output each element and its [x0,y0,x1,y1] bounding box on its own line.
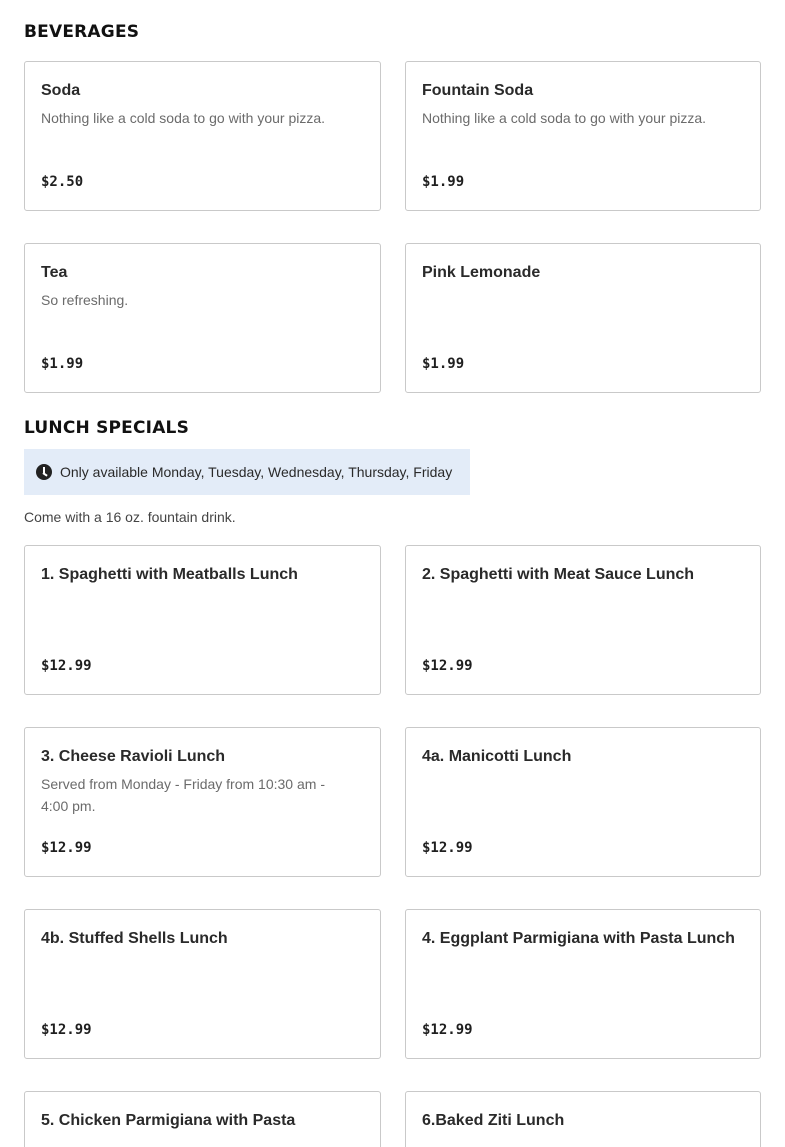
item-price: $12.99 [41,1022,92,1038]
item-name: 5. Chicken Parmigiana with Pasta [41,1112,296,1129]
beverages-grid [24,61,761,393]
item-price: $12.99 [41,658,92,674]
item-description: So refreshing. [41,292,129,308]
item-name: Soda [41,82,81,99]
menu-item-card[interactable] [24,61,381,211]
item-name: 3. Cheese Ravioli Lunch [41,748,226,765]
menu-item-card[interactable] [405,61,761,211]
item-name: Tea [41,264,68,281]
item-name: Pink Lemonade [422,264,541,281]
item-price: $1.99 [422,356,465,372]
item-price: $2.50 [41,174,84,190]
item-name: 4b. Stuffed Shells Lunch [41,930,228,947]
item-name: 6.Baked Ziti Lunch [422,1112,565,1129]
item-price: $12.99 [41,840,92,856]
item-price: $12.99 [422,658,473,674]
section-title-beverages: BEVERAGES [24,22,140,42]
item-price: $12.99 [422,840,473,856]
menu-item-card[interactable] [24,727,381,877]
menu-item-card[interactable] [405,909,761,1059]
item-name: Fountain Soda [422,82,534,99]
menu-item-card[interactable] [405,727,761,877]
section-note: Come with a 16 oz. fountain drink. [24,509,236,525]
item-name: 4a. Manicotti Lunch [422,748,572,765]
menu-item-card[interactable] [24,909,381,1059]
item-price: $1.99 [422,174,465,190]
menu-item-card[interactable] [405,545,761,695]
availability-banner [24,449,470,495]
menu-item-card[interactable] [405,243,761,393]
menu-item-card[interactable] [405,1091,761,1147]
item-name: 1. Spaghetti with Meatballs Lunch [41,566,298,583]
menu-item-card[interactable] [24,545,381,695]
item-name: 4. Eggplant Parmigiana with Pasta Lunch [422,930,735,947]
availability-text: Only available Monday, Tuesday, Wednesday, Thursday, Friday [60,464,453,480]
section-title-lunch-specials: LUNCH SPECIALS [24,418,190,438]
menu-item-card[interactable] [24,243,381,393]
item-description: Nothing like a cold soda to go with your pizza. [422,110,707,126]
item-description: Served from Monday - Friday from 10:30 am - 4:00 pm. [41,776,325,814]
item-price: $12.99 [422,1022,473,1038]
clock-icon [36,464,52,480]
item-description: Nothing like a cold soda to go with your pizza. [41,110,326,126]
lunch-specials-grid [24,545,761,1147]
item-name: 2. Spaghetti with Meat Sauce Lunch [422,566,695,583]
item-price: $1.99 [41,356,84,372]
menu-item-card[interactable] [24,1091,381,1147]
